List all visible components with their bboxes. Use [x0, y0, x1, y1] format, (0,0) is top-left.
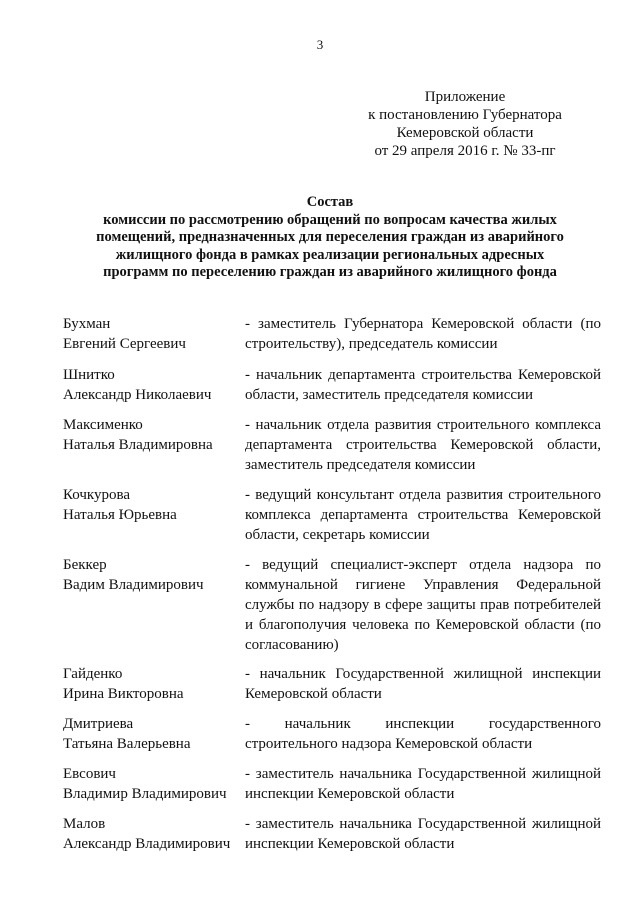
appendix-line: Кемеровской области: [396, 125, 534, 141]
member-name: [63, 664, 245, 704]
member-surname: Гайденко: [63, 666, 123, 682]
member-row: [63, 764, 603, 804]
member-row: [63, 814, 603, 854]
member-name: [63, 365, 245, 405]
commission-members-list: [63, 314, 603, 854]
member-given-names: Александр Николаевич: [63, 387, 212, 403]
member-role: - заместитель начальника Государственной жилищной инспекции Кемеровской области: [245, 766, 601, 802]
member-surname: Дмитриева: [63, 716, 134, 732]
member-role: - начальник отдела развития строительного комплекса департамента строительства Кемеровской области, заместитель председателя комиссии: [245, 417, 601, 473]
member-role: - начальник департамента строительства Кемеровской области, заместитель председателя комиссии: [245, 367, 601, 403]
member-row: [63, 314, 603, 354]
member-surname: Малов: [63, 816, 106, 832]
member-surname: Беккер: [63, 557, 107, 573]
document-title: [60, 194, 600, 282]
member-surname: Кочкурова: [63, 487, 131, 503]
appendix-line: от 29 апреля 2016 г. № 33-пг: [374, 143, 556, 159]
member-surname: Евсович: [63, 766, 116, 782]
member-role: - начальник Государственной жилищной инспекции Кемеровской области: [245, 666, 601, 702]
member-name: [63, 555, 245, 655]
member-row: [63, 664, 603, 704]
member-given-names: Владимир Владимирович: [63, 786, 227, 802]
title-line: помещений, предназначенных для переселения граждан из аварийного: [96, 229, 564, 245]
member-given-names: Татьяна Валерьевна: [63, 736, 191, 752]
member-name: [63, 814, 245, 854]
member-given-names: Наталья Юрьевна: [63, 507, 177, 523]
member-name: [63, 485, 245, 545]
member-given-names: Наталья Владимировна: [63, 437, 213, 453]
member-row: [63, 714, 603, 754]
member-role: - заместитель Губернатора Кемеровской области (по строительству), председатель комиссии: [245, 316, 601, 352]
member-given-names: Ирина Викторовна: [63, 686, 184, 702]
title-line: программ по переселению граждан из аварийного жилищного фонда: [103, 264, 557, 280]
member-name: [63, 415, 245, 475]
title-line: комиссии по рассмотрению обращений по вопросам качества жилых: [103, 211, 557, 228]
member-row: [63, 365, 603, 405]
member-given-names: Александр Владимирович: [63, 836, 231, 852]
member-row: [63, 415, 603, 475]
appendix-header: [340, 88, 590, 160]
member-name: [63, 314, 245, 354]
member-role: - ведущий специалист-эксперт отдела надзора по коммунальной гигиене Управления Федеральной службы по надзору в сфере защиты прав потребителей и благополучия человека по Кемеровской области (по согласованию): [245, 557, 601, 653]
member-name: [63, 764, 245, 804]
member-row: [63, 555, 603, 655]
member-role: - начальник инспекции государственного строительного надзора Кемеровской области: [245, 716, 601, 752]
member-name: [63, 714, 245, 754]
page-number: 3: [316, 37, 324, 52]
member-role: - ведущий консультант отдела развития строительного комплекса департамента строительства Кемеровской области, секретарь комиссии: [245, 487, 601, 543]
member-surname: Максименко: [63, 417, 143, 433]
appendix-line: к постановлению Губернатора: [368, 107, 562, 123]
member-given-names: Евгений Сергеевич: [63, 336, 186, 352]
member-surname: Бухман: [63, 316, 111, 332]
appendix-line: Приложение: [424, 89, 506, 105]
member-row: [63, 485, 603, 545]
member-given-names: Вадим Владимирович: [63, 577, 204, 593]
title-line: Состав: [306, 194, 354, 210]
title-line: жилищного фонда в рамках реализации региональных адресных: [115, 246, 545, 263]
member-role: - заместитель начальника Государственной жилищной инспекции Кемеровской области: [245, 816, 601, 852]
member-surname: Шнитко: [63, 367, 115, 383]
